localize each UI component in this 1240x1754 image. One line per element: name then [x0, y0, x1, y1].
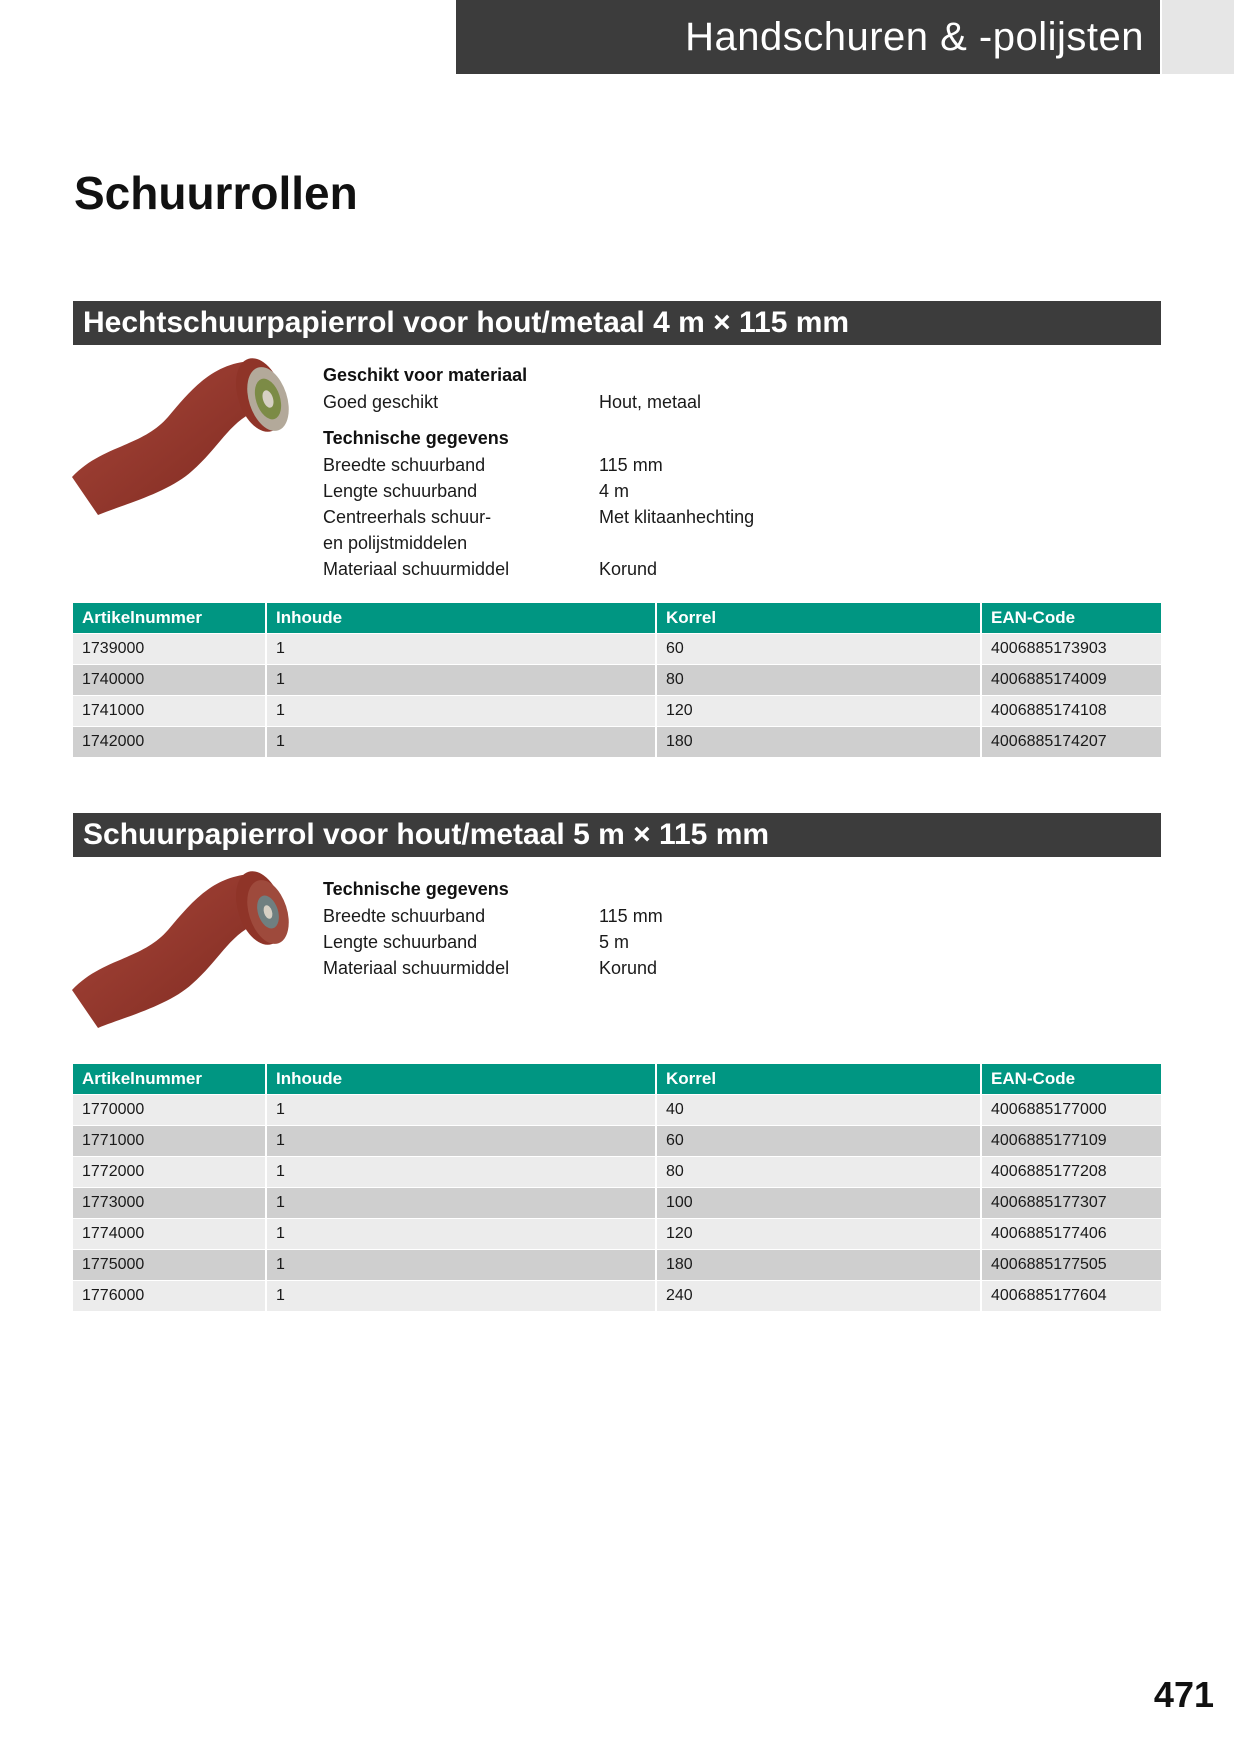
spec-value: Korund: [599, 958, 658, 978]
specs-section-1: [323, 362, 883, 582]
spec-row: [323, 929, 883, 955]
table-cell: 4006885174207: [981, 727, 1161, 758]
table-cell: 180: [656, 727, 981, 758]
spec-label: Materiaal schuurmiddel: [323, 559, 510, 579]
table-row: [73, 665, 1161, 696]
table-cell: 100: [656, 1188, 981, 1219]
table-cell: 1: [266, 1095, 656, 1126]
table-cell: 4006885177208: [981, 1157, 1161, 1188]
table-cell: 1739000: [73, 634, 266, 665]
column-header-korrel: Korrel: [656, 1064, 981, 1095]
spec-row: [323, 556, 883, 582]
table-cell: 1: [266, 1188, 656, 1219]
spec-row: [323, 478, 883, 504]
table-header-row: [73, 1064, 1161, 1095]
table-cell: 1742000: [73, 727, 266, 758]
table-cell: 4006885174009: [981, 665, 1161, 696]
table-cell: 120: [656, 696, 981, 727]
table-cell: 4006885177406: [981, 1219, 1161, 1250]
table-cell: 4006885177307: [981, 1188, 1161, 1219]
spec-row: [323, 389, 883, 415]
spec-label: Breedte schuurband: [323, 455, 486, 475]
table-cell: 1740000: [73, 665, 266, 696]
table-row: [73, 1219, 1161, 1250]
table-row: [73, 1157, 1161, 1188]
table-row: [73, 696, 1161, 727]
table-cell: 1775000: [73, 1250, 266, 1281]
header-tab-marker: [1162, 0, 1234, 74]
column-header-korrel: Korrel: [656, 603, 981, 634]
table-cell: 40: [656, 1095, 981, 1126]
product-table-2: [73, 1064, 1161, 1311]
spec-heading: Technische gegevens: [323, 879, 509, 899]
sandpaper-roll-icon: [72, 355, 302, 515]
spec-label: Materiaal schuurmiddel: [323, 958, 510, 978]
table-cell: 1776000: [73, 1281, 266, 1312]
table-cell: 1: [266, 1157, 656, 1188]
table-cell: 60: [656, 634, 981, 665]
page-number: 471: [1153, 1674, 1214, 1715]
table-row: [73, 1188, 1161, 1219]
table-cell: 1772000: [73, 1157, 266, 1188]
table-cell: 1: [266, 1250, 656, 1281]
running-header-title: Handschuren & -polijsten: [685, 14, 1144, 59]
spec-row: [323, 903, 883, 929]
table-cell: 1774000: [73, 1219, 266, 1250]
table-cell: 1741000: [73, 696, 266, 727]
spec-value: 115 mm: [599, 455, 663, 475]
table-cell: 1: [266, 1219, 656, 1250]
table-cell: 1770000: [73, 1095, 266, 1126]
spec-value: Hout, metaal: [599, 392, 702, 412]
spec-heading: Technische gegevens: [323, 428, 509, 448]
table-cell: 1773000: [73, 1188, 266, 1219]
spec-value: Korund: [599, 559, 658, 579]
table-cell: 4006885177604: [981, 1281, 1161, 1312]
table-header-row: [73, 603, 1161, 634]
table-cell: 4006885177109: [981, 1126, 1161, 1157]
specs-section-2: [323, 876, 883, 981]
table-cell: 120: [656, 1219, 981, 1250]
column-header-inhoude: Inhoude: [266, 1064, 656, 1095]
spec-label: Goed geschikt: [323, 392, 439, 412]
spec-label: Lengte schuurband: [323, 932, 478, 952]
table-row: [73, 727, 1161, 758]
spec-row: [323, 955, 883, 981]
table-cell: 80: [656, 665, 981, 696]
running-header: [456, 0, 1160, 74]
table-row: [73, 634, 1161, 665]
table-row: [73, 1095, 1161, 1126]
table-cell: 240: [656, 1281, 981, 1312]
table-row: [73, 1126, 1161, 1157]
table-cell: 1771000: [73, 1126, 266, 1157]
product-table-1: [73, 603, 1161, 757]
spec-value: Met klitaanhechting: [599, 507, 755, 527]
page-title: Schuurrollen: [74, 167, 358, 219]
table-cell: 60: [656, 1126, 981, 1157]
column-header-ean-code: EAN-Code: [981, 603, 1161, 634]
section-title-2: Schuurpapierrol voor hout/metaal 5 m × 115 mm: [73, 813, 1161, 857]
spec-label: Centreerhals schuur- en polijstmiddelen: [323, 507, 492, 553]
table-cell: 180: [656, 1250, 981, 1281]
table-cell: 4006885177000: [981, 1095, 1161, 1126]
table-cell: 4006885174108: [981, 696, 1161, 727]
spec-value: 4 m: [599, 481, 630, 501]
spec-heading: Geschikt voor materiaal: [323, 365, 528, 385]
column-header-artikelnummer: Artikelnummer: [73, 1064, 266, 1095]
column-header-artikelnummer: Artikelnummer: [73, 603, 266, 634]
table-cell: 1: [266, 634, 656, 665]
spec-value: 115 mm: [599, 906, 663, 926]
section-title-1: Hechtschuurpapierrol voor hout/metaal 4 m × 115 mm: [73, 301, 1161, 345]
table-cell: 4006885177505: [981, 1250, 1161, 1281]
column-header-inhoude: Inhoude: [266, 603, 656, 634]
table-cell: 1: [266, 727, 656, 758]
spec-value: 5 m: [599, 932, 630, 952]
spec-row: [323, 504, 883, 556]
table-row: [73, 1281, 1161, 1312]
table-cell: 1: [266, 1281, 656, 1312]
column-header-ean-code: EAN-Code: [981, 1064, 1161, 1095]
table-cell: 4006885173903: [981, 634, 1161, 665]
table-cell: 1: [266, 665, 656, 696]
spec-label: Breedte schuurband: [323, 906, 486, 926]
spec-row: [323, 452, 883, 478]
table-row: [73, 1250, 1161, 1281]
spec-label: Lengte schuurband: [323, 481, 478, 501]
table-cell: 1: [266, 696, 656, 727]
sandpaper-roll-icon: [72, 868, 302, 1028]
table-cell: 1: [266, 1126, 656, 1157]
table-cell: 80: [656, 1157, 981, 1188]
